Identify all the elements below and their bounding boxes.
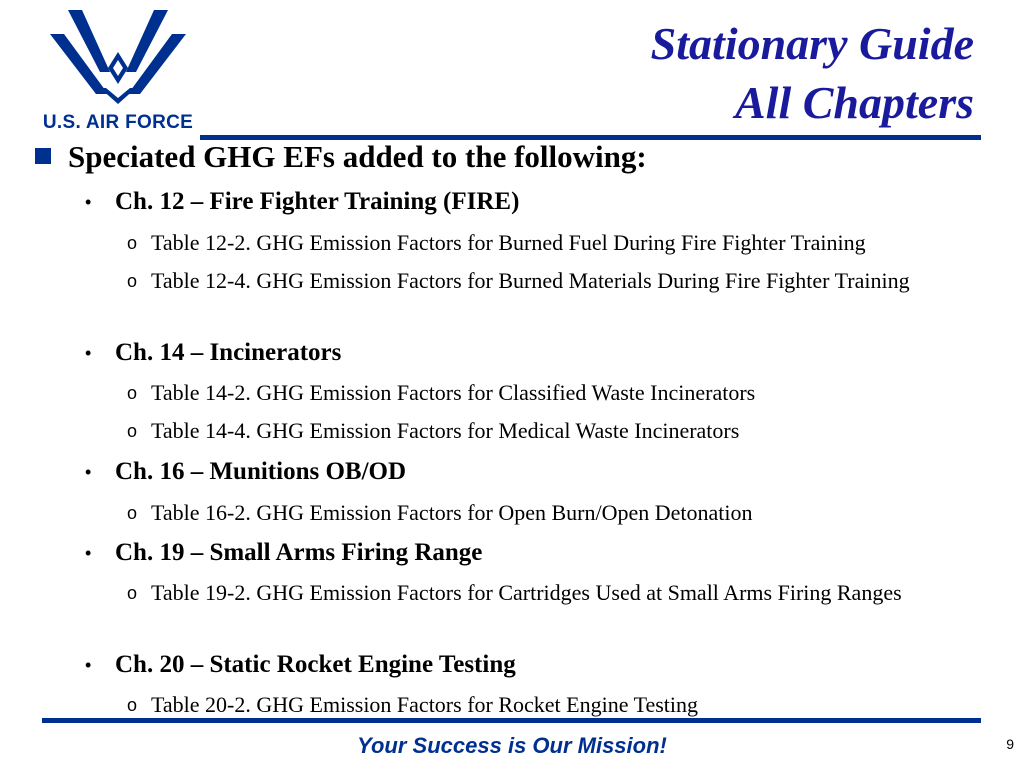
air-force-logo [38,8,198,134]
bullet-dot-icon: • [85,343,92,363]
chapter-heading: Ch. 14 – Incinerators [115,339,342,366]
chapter-heading: Ch. 20 – Static Rocket Engine Testing [115,651,516,678]
table-item: Table 19-2. GHG Emission Factors for Cartridges Used at Small Arms Firing Ranges [151,580,902,605]
title-line-1: Stationary Guide [650,18,974,69]
bullet-dot-icon: • [85,192,92,212]
slide-title [651,14,974,132]
air-force-symbol-icon [38,8,198,108]
chapter-heading: Ch. 19 – Small Arms Firing Range [115,539,483,566]
title-line-2: All Chapters [734,77,974,128]
table-item: Table 14-4. GHG Emission Factors for Medical Waste Incinerators [151,418,740,443]
footer-rule [42,718,981,723]
footer-slogan: Your Success is Our Mission! [357,733,667,758]
sub-bullet-icon: o [127,583,138,603]
table-item: Table 12-2. GHG Emission Factors for Burned Fuel During Fire Fighter Training [151,230,866,255]
sub-bullet-icon: o [127,695,138,715]
logo-text: U.S. AIR FORCE [42,112,194,133]
sub-bullet-icon: o [127,503,138,523]
square-bullet-icon [35,148,51,164]
table-item: Table 14-2. GHG Emission Factors for Classified Waste Incinerators [151,380,756,405]
table-item: Table 20-2. GHG Emission Factors for Rocket Engine Testing [151,692,699,717]
bullet-dot-icon: • [85,655,92,675]
main-bullet-text: Speciated GHG EFs added to the following: [68,139,647,174]
sub-bullet-icon: o [127,233,138,253]
chapter-heading: Ch. 12 – Fire Fighter Training (FIRE) [115,188,520,215]
sub-bullet-icon: o [127,383,138,403]
sub-bullet-icon: o [127,271,138,291]
bullet-dot-icon: • [85,543,92,563]
sub-bullet-icon: o [127,421,138,441]
table-item: Table 12-4. GHG Emission Factors for Burned Materials During Fire Fighter Training [151,268,910,293]
chapter-heading: Ch. 16 – Munitions OB/OD [115,458,407,485]
table-item: Table 16-2. GHG Emission Factors for Open Burn/Open Detonation [151,500,753,525]
page-number: 9 [1006,736,1014,752]
bullet-dot-icon: • [85,462,92,482]
